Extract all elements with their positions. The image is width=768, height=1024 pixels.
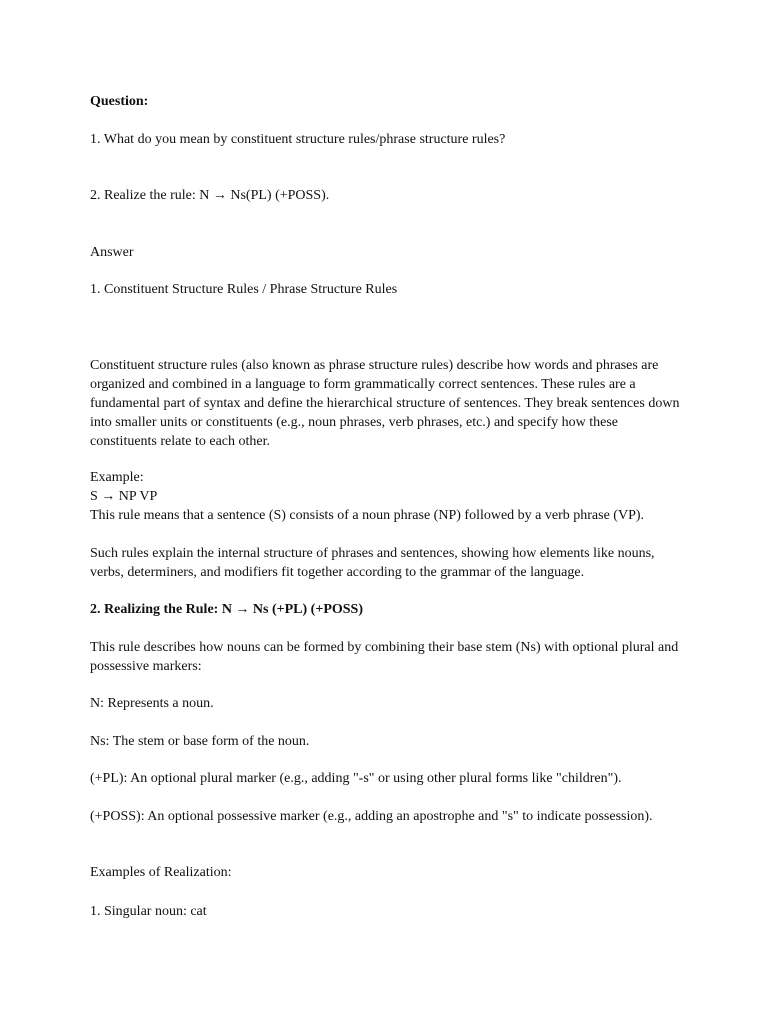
paragraph-line: possessive markers: [90, 659, 202, 674]
example-1: 1. Singular noun: cat [90, 904, 207, 919]
paragraph-line: This rule describes how nouns can be formed by combining their base stem (Ns) with optional plural and [90, 640, 679, 655]
paragraph-line: organized and combined in a language to form grammatically correct sentences. These rules are a [90, 377, 636, 392]
paragraph-line: verbs, determiners, and modifiers fit together according to the grammar of the language. [90, 565, 585, 580]
definition-poss: (+POSS): An optional possessive marker (e.g., adding an apostrophe and "s" to indicate possession). [90, 809, 653, 824]
definition-n: N: Represents a noun. [90, 696, 214, 711]
answer-heading: Answer [90, 245, 134, 260]
question-2: 2. Realize the rule: N → Ns(PL) (+POSS). [90, 188, 330, 203]
answer-1-heading: 1. Constituent Structure Rules / Phrase Structure Rules [90, 282, 398, 297]
answer-2-heading: 2. Realizing the Rule: N → Ns (+PL) (+POSS) [90, 602, 363, 617]
question-heading: Question: [90, 94, 149, 109]
paragraph-line: constituents relate to each other. [90, 434, 270, 449]
definition-pl: (+PL): An optional plural marker (e.g., adding "-s" or using other plural forms like "children"). [90, 771, 622, 786]
question-1: 1. What do you mean by constituent structure rules/phrase structure rules? [90, 132, 506, 147]
paragraph-line: Constituent structure rules (also known as phrase structure rules) describe how words and phrases are [90, 358, 659, 373]
definition-ns: Ns: The stem or base form of the noun. [90, 734, 310, 749]
paragraph-line: fundamental part of syntax and define the hierarchical structure of sentences. They break sentences down [90, 396, 680, 411]
example-rule: S → NP VP [90, 489, 158, 504]
example-explanation: This rule means that a sentence (S) consists of a noun phrase (NP) followed by a verb phrase (VP). [90, 508, 645, 523]
paragraph-line: into smaller units or constituents (e.g., noun phrases, verb phrases, etc.) and specify how these [90, 415, 618, 430]
paragraph-line: Such rules explain the internal structure of phrases and sentences, showing how elements like nouns, [90, 546, 655, 561]
examples-heading: Examples of Realization: [90, 865, 232, 880]
example-label: Example: [90, 470, 144, 485]
